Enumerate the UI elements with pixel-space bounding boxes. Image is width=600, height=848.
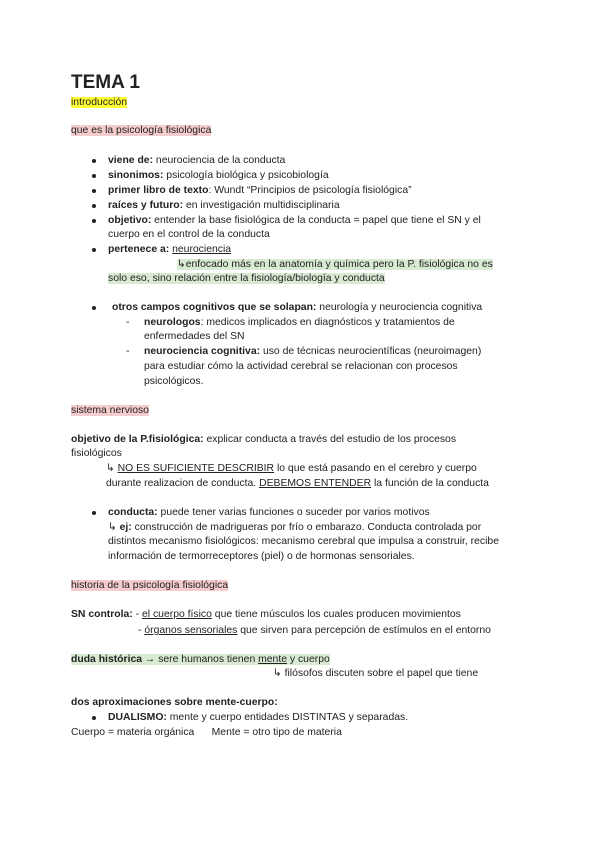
section-historia: historia de la psicología fisiológica (71, 580, 229, 591)
section-introduccion: introducción (71, 97, 128, 108)
list-item: viene de: neurociencia de la conducta (108, 155, 286, 166)
objetivo-note: ↳ NO ES SUFICIENTE DESCRIBIR lo que está pasando en el cerebro y cuerpo (106, 463, 477, 474)
list-item: raíces y futuro: en investigación multidisciplinaria (108, 200, 340, 211)
bullet-icon (92, 248, 96, 252)
sn-line: - órganos sensoriales que sirven para percepción de estímulos en el entorno (138, 625, 491, 636)
note-line: solo eso, sino relación entre la fisiología/biología y conducta (108, 273, 385, 284)
duda-note: ↳ filósofos discuten sobre el papel que tiene (273, 668, 479, 679)
sub-item: neurologos: medicos implicados en diagnósticos y tratamientos de (144, 317, 455, 328)
list-item: sinonimos: psicología biológica y psicobiología (108, 170, 329, 181)
bullet-icon (92, 219, 96, 223)
list-item-cont: cuerpo en el control de la conducta (108, 229, 270, 240)
dash-marker: - (126, 346, 130, 357)
sub-item: neurociencia cognitiva: uso de técnicas neurocientíficas (neuroimagen) (144, 346, 482, 357)
example-cont: información de termorreceptores (piel) o de hormonas sensoriales. (108, 551, 415, 562)
dash-marker: - (126, 317, 130, 328)
example-cont: distintos mecanismo fisiológicos: mecanismo cerebral que impulsa a construir, recibe (108, 536, 499, 547)
section-sistema: sistema nervioso (71, 405, 149, 416)
example-line: ↳ ej: construcción de madrigueras por frío o embarazo. Conducta controlada por (108, 522, 482, 533)
bullet-icon (92, 159, 96, 163)
bullet-icon (92, 716, 96, 720)
bullet-icon (92, 189, 96, 193)
page-title: TEMA 1 (71, 72, 140, 93)
list-item: DUALISMO: mente y cuerpo entidades DISTINTAS y separadas. (108, 712, 409, 723)
list-item: objetivo: entender la base fisiológica de la conducta = papel que tiene el SN y el (108, 215, 481, 226)
bullet-icon (92, 174, 96, 178)
objetivo-cont: fisiológicos (71, 448, 122, 459)
list-item: otros campos cognitivos que se solapan: neurología y neurociencia cognitiva (112, 302, 483, 313)
objetivo-note: durante realizacion de conducta. DEBEMOS ENTENDER la función de la conducta (106, 478, 489, 489)
list-item: conducta: puede tener varias funciones o suceder por varios motivos (108, 507, 430, 518)
sub-item-cont: enfermedades del SN (144, 331, 245, 342)
bullet-icon (92, 204, 96, 208)
duda-line: duda histórica → sere humanos tienen mente y cuerpo (71, 654, 330, 665)
note-line: ↳enfocado más en la anatomía y química pero la P. fisiológica no es (177, 259, 493, 270)
section-que-es: que es la psicología fisiológica (71, 125, 212, 136)
bullet-icon (92, 511, 96, 515)
cuerpo-mente-line: Cuerpo = materia orgánica Mente = otro tipo de materia (71, 727, 342, 738)
sub-item-cont: psicológicos. (144, 376, 204, 387)
sub-item-cont: para estudiar cómo la actividad cerebral se relacionan con procesos (144, 361, 458, 372)
objetivo-line: objetivo de la P.fisiológica: explicar conducta a través del estudio de los procesos (71, 434, 457, 445)
bullet-icon (92, 306, 96, 310)
list-item: pertenece a: neurociencia (108, 244, 232, 255)
list-item: primer libro de texto: Wundt “Principios de psicología fisiológica” (108, 185, 412, 196)
sn-line: SN controla: - el cuerpo físico que tiene músculos los cuales producen movimientos (71, 609, 461, 620)
dos-heading: dos aproximaciones sobre mente-cuerpo: (71, 697, 278, 708)
neurociencia-link[interactable]: neurociencia (172, 244, 232, 255)
